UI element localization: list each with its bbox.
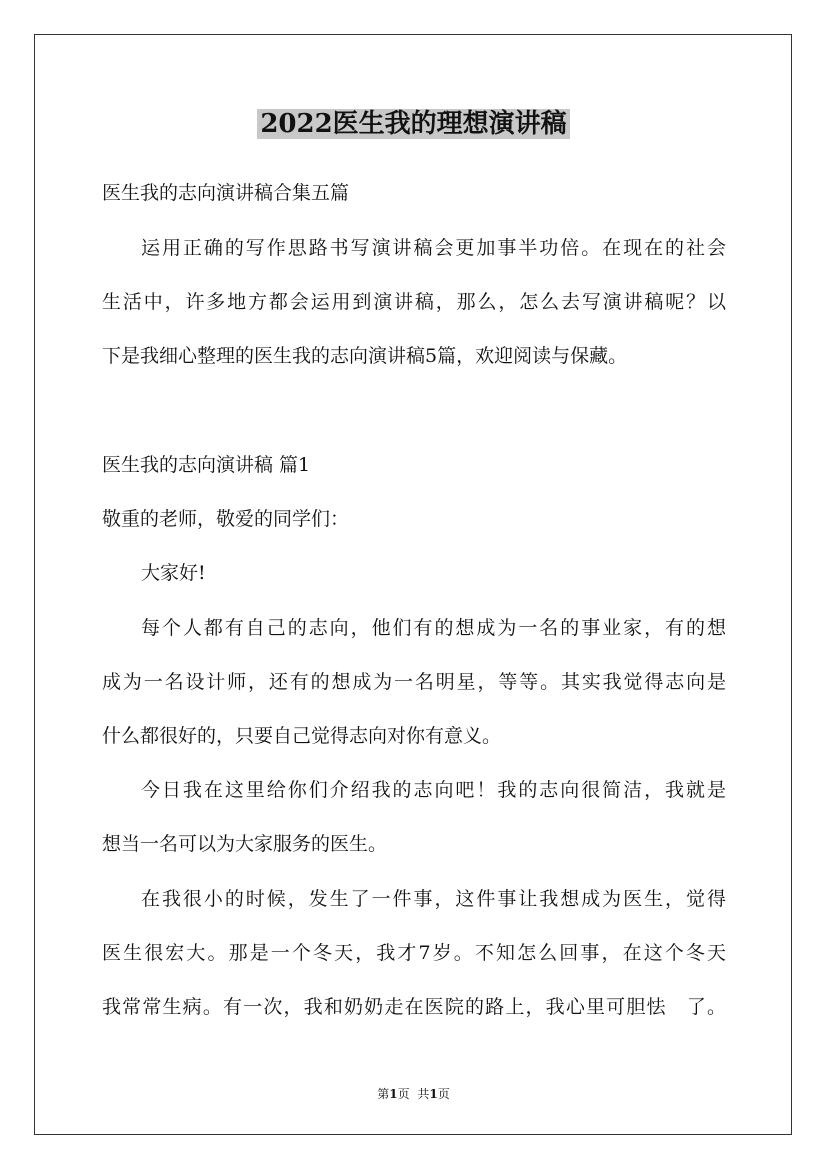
paragraph-line: 医生很宏大。那是一个冬天，我才7岁。不知怎么回事，在这个冬天 xyxy=(102,942,726,964)
document-title-text: 2022医生我的理想演讲稿 xyxy=(257,109,569,139)
salutation: 敬重的老师，敬爱的同学们： xyxy=(102,508,350,530)
footer-page-suffix: 页 xyxy=(397,1087,410,1101)
footer-total-pages: 1 xyxy=(429,1087,438,1101)
document-title xyxy=(0,104,827,144)
intro-line: 运用正确的写作思路书写演讲稿会更加事半功倍。在现在的社会 xyxy=(141,237,726,259)
intro-line: 生活中，许多地方都会运用到演讲稿，那么，怎么去写演讲稿呢？以 xyxy=(102,291,726,313)
paragraph-line: 每个人都有自己的志向，他们有的想成为一名的事业家，有的想 xyxy=(141,617,726,639)
section-heading: 医生我的志向演讲稿 篇1 xyxy=(102,454,311,476)
paragraph-line: 想当一名可以为大家服务的医生。 xyxy=(102,833,388,855)
paragraph-line: 今日我在这里给你们介绍我的志向吧！我的志向很简洁，我就是 xyxy=(141,779,726,801)
document-subtitle: 医生我的志向演讲稿合集五篇 xyxy=(102,182,350,204)
intro-line: 下是我细心整理的医生我的志向演讲稿5篇，欢迎阅读与保藏。 xyxy=(102,345,628,367)
greeting: 大家好! xyxy=(141,562,206,584)
footer-page-number: 1 xyxy=(389,1087,398,1101)
footer-total-prefix: 共 xyxy=(417,1087,430,1101)
paragraph-line: 成为一名设计师，还有的想成为一名明星，等等。其实我觉得志向是 xyxy=(102,671,726,693)
footer-page-prefix: 第 xyxy=(377,1087,390,1101)
footer-total-suffix: 页 xyxy=(437,1087,450,1101)
page-footer xyxy=(0,1086,827,1102)
paragraph-line: 什么都很好的，只要自己觉得志向对你有意义。 xyxy=(102,725,502,747)
paragraph-line: 我常常生病。有一次，我和奶奶走在医院的路上，我心里可胆怯 了。 xyxy=(102,996,726,1018)
paragraph-line: 在我很小的时候，发生了一件事，这件事让我想成为医生，觉得 xyxy=(141,888,726,910)
